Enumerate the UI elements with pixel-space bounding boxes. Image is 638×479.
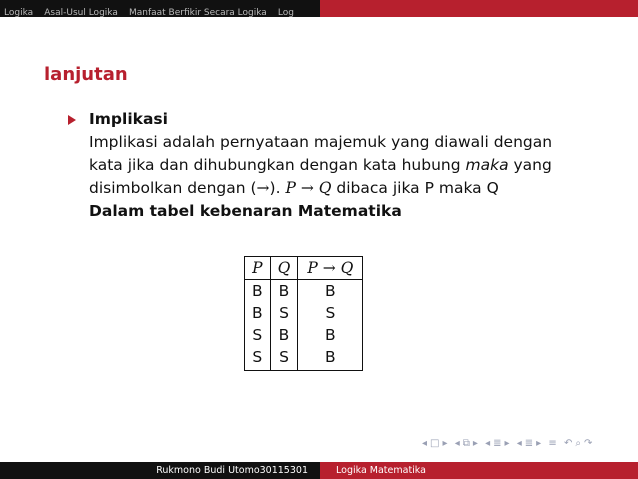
- table-row: [245, 324, 363, 346]
- cell-p: S: [245, 324, 271, 346]
- expr-p: P: [285, 179, 296, 197]
- redo-icon[interactable]: ↷: [583, 438, 594, 449]
- header-expr-arrow: →: [322, 259, 336, 277]
- subsection-frame-icon[interactable]: ⧉: [462, 438, 471, 449]
- section-prev-icon[interactable]: ◂: [485, 438, 492, 449]
- nav-section-log[interactable]: Log: [277, 8, 294, 17]
- expr-q: Q: [318, 179, 332, 197]
- expr-arrow: →: [300, 179, 314, 197]
- subsection-next-icon[interactable]: ▸: [472, 438, 479, 449]
- nav-section-logika[interactable]: Logika: [4, 8, 34, 17]
- document-next-icon[interactable]: ▸: [536, 438, 543, 449]
- line3-text-c: dibaca jika P maka Q: [331, 179, 499, 197]
- table-row: [245, 302, 363, 324]
- subsection-prev-icon[interactable]: ◂: [454, 438, 461, 449]
- cell-q: B: [270, 324, 298, 346]
- cell-p: B: [245, 280, 271, 303]
- cell-result: B: [298, 324, 363, 346]
- table-row: [245, 280, 363, 303]
- appendix-align-icon[interactable]: ≡: [548, 438, 558, 449]
- arrow-symbol: →: [256, 179, 270, 197]
- nav-section-manfaat[interactable]: Manfaat Berfikir Secara Logika: [128, 8, 267, 17]
- section-nav-left: [0, 0, 320, 17]
- section-navigation-bar: [0, 0, 638, 17]
- cell-result: S: [298, 302, 363, 324]
- cell-q: B: [270, 280, 298, 303]
- cell-p: S: [245, 346, 271, 371]
- header-expr-p: P: [307, 259, 318, 277]
- search-icon[interactable]: ⌕: [575, 438, 582, 449]
- footer-author: Rukmono Budi Utomo30115301: [0, 462, 320, 479]
- line3-text-b: ).: [269, 179, 286, 197]
- slide-content: [68, 108, 588, 223]
- line1-text: Implikasi adalah pernyataan majemuk yang diawali dengan: [89, 133, 553, 151]
- header-p-implies-q: [298, 257, 363, 280]
- section-nav-right: [320, 0, 638, 17]
- header-q: Q: [270, 257, 298, 280]
- table-caption: Dalam tabel kebenaran Matematika: [89, 202, 402, 220]
- cell-q: S: [270, 302, 298, 324]
- slide-prev-icon[interactable]: ◂: [422, 438, 429, 449]
- triangle-bullet-icon: [68, 115, 76, 125]
- line2-text-b: yang: [508, 156, 552, 174]
- section-frame-icon[interactable]: ≣: [493, 438, 503, 449]
- line3-text-a: disimbolkan dengan (: [89, 179, 257, 197]
- item-heading: Implikasi: [89, 110, 168, 128]
- line2-text-a: kata jika dan dihubungkan dengan kata hubung: [89, 156, 466, 174]
- document-frame-icon[interactable]: ≣: [524, 438, 535, 449]
- item-text: [89, 108, 588, 223]
- nav-section-asal-usul[interactable]: Asal-Usul Logika: [44, 8, 118, 17]
- definition-line-3: [89, 177, 588, 200]
- footer-bar: [0, 462, 638, 479]
- footer-title: Logika Matematika: [320, 462, 638, 479]
- cell-q: S: [270, 346, 298, 371]
- header-p: P: [245, 257, 271, 280]
- definition-line-2: [89, 154, 588, 177]
- slide-frame-icon[interactable]: □: [430, 438, 441, 449]
- section-next-icon[interactable]: ▸: [504, 438, 511, 449]
- frame-title: lanjutan: [44, 64, 128, 85]
- undo-icon[interactable]: ↶: [563, 438, 574, 449]
- header-expr-q: Q: [340, 259, 354, 277]
- cell-p: B: [245, 302, 271, 324]
- slide-next-icon[interactable]: ▸: [442, 438, 449, 449]
- table-row: [245, 346, 363, 371]
- beamer-navigation-symbols: [422, 438, 595, 449]
- cell-result: B: [298, 280, 363, 303]
- document-prev-icon[interactable]: ◂: [516, 438, 523, 449]
- truth-table: [244, 256, 363, 371]
- table-header-row: [245, 257, 363, 280]
- cell-result: B: [298, 346, 363, 371]
- definition-line-1: [89, 131, 588, 154]
- line2-emphasis: maka: [465, 156, 509, 174]
